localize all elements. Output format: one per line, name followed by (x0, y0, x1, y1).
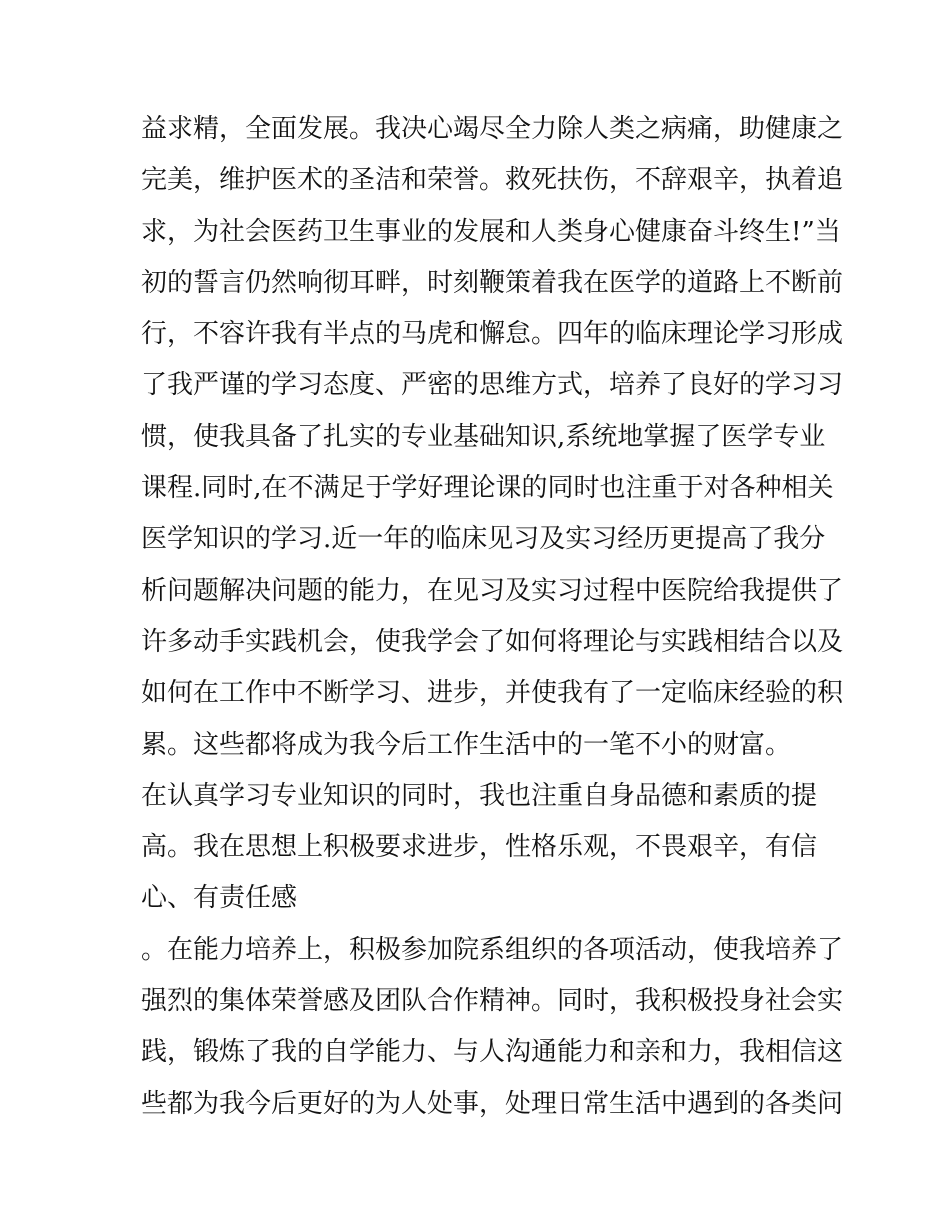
text-line: 行，不容许我有半点的马虎和懈怠。四年的临床理论学习形成 (141, 319, 844, 350)
text-line: 医学知识的学习.近一年的临床见习及实习经历更提高了我分 (141, 524, 826, 555)
text-line: 析问题解决问题的能力，在见习及实习过程中医院给我提供了 (141, 575, 844, 606)
document-body (141, 104, 844, 1130)
text-line: 强烈的集体荣誉感及团队合作精神。同时，我积极投身社会实 (141, 986, 844, 1017)
text-line: 如何在工作中不断学习、进步，并使我有了一定临床经验的积 (141, 678, 844, 709)
text-line: 了我严谨的学习态度、严密的思维方式，培养了良好的学习习 (141, 370, 844, 401)
text-line: 高。我在思想上积极要求进步，性格乐观，不畏艰辛，有信 (141, 832, 818, 863)
text-line: 在认真学习专业知识的同时，我也注重自身品德和素质的提 (141, 780, 818, 811)
text-line: 些都为我今后更好的为人处事，处理日常生活中遇到的各类问 (141, 1088, 844, 1119)
text-line: 。在能力培养上，积极参加院系组织的各项活动，使我培养了 (141, 934, 844, 965)
text-line: 累。这些都将成为我今后工作生活中的一笔不小的财富。 (141, 729, 792, 760)
text-line: 惯，使我具备了扎实的专业基础知识,系统地掌握了医学专业 (141, 421, 826, 452)
text-line: 心、有责任感 (141, 883, 298, 914)
text-line: 践，锻炼了我的自学能力、与人沟通能力和亲和力，我相信这 (141, 1037, 844, 1068)
text-line: 初的誓言仍然响彻耳畔，时刻鞭策着我在医学的道路上不断前 (141, 267, 844, 298)
text-line: 完美，维护医术的圣洁和荣誉。救死扶伤，不辞艰辛，执着追 (141, 165, 844, 196)
text-line: 益求精，全面发展。我决心竭尽全力除人类之病痛，助健康之 (141, 114, 844, 144)
text-line: 课程.同时,在不满足于学好理论课的同时也注重于对各种相关 (141, 473, 834, 504)
text-line: 求，为社会医药卫生事业的发展和人类身心健康奋斗终生!”当 (141, 216, 841, 247)
text-line: 许多动手实践机会，使我学会了如何将理论与实践相结合以及 (141, 626, 844, 657)
